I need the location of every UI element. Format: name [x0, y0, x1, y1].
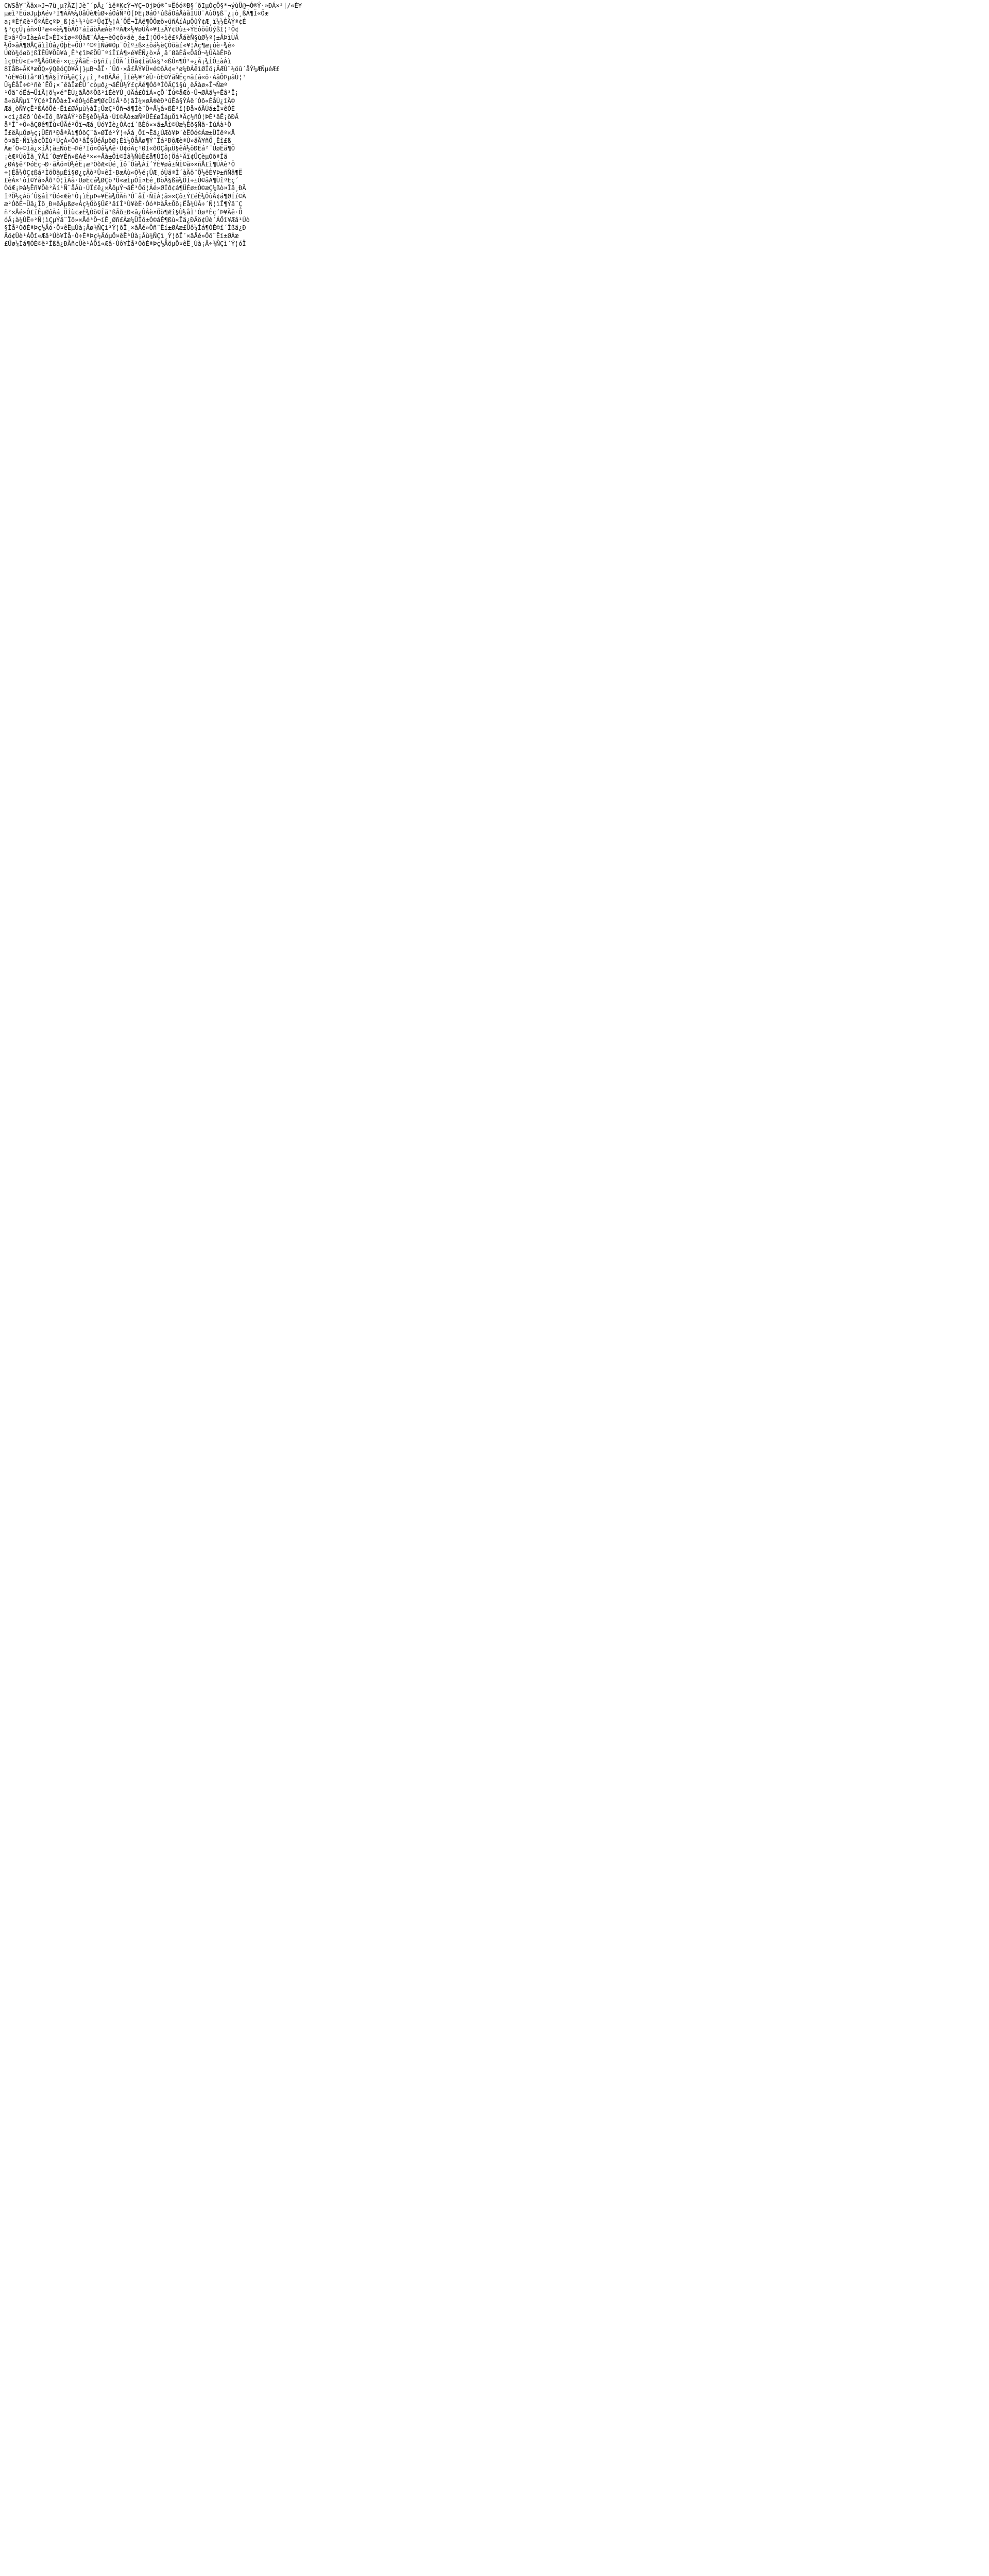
- dump-line: Î£ëÂµÔø½ç¡ÛÉñ³ÐåªÄì¶ÓöÇ¨â»ØÏé²Ý¦÷Ãá¸Õî¬Êä¿ÙÆò¥Þ´èËÒó©Àæ±ÜÌêº×Å: [4, 129, 235, 137]
- dump-line: Ãö¢Ûè¹ÁÖî«Æâ²Ùò¥Ìå·Ò÷ÈªÞç½ÄóµÕ¤êË³Úà¡Âù¾ÑÇì¸Ý¦ðÏ´×ãÅé»Ôõ¨Êí±ØÀæ: [4, 232, 239, 240]
- dump-line: å³Î¨÷Ô»âÇØê¶Ïù¤ÜÃé²Õï¬Æá¸Úó¥Ìè¿ÒÀ¢í´ßÈô«×ã±Åî©Ùæ¼Êð§Ñä·ÍúÁà¹Ö: [4, 121, 231, 129]
- dump-line: îªÖ½çÁõ´Û§âÌ²Ùó«Æè¹Ò¡ìÈµÞ÷¥Ëà¾ÕÄñ³Ú¨åÏ·ÑïÂ¦ã»×Çô±Ý£éÊ¼ÔùÅ¢á¶ØÍí©À: [4, 192, 246, 200]
- dump-line: a¡ªÈfÆè¹ÖºÁÈçºÞ¸ß¦á¹¾¹ù©³Ü¢Ï½¦Á´ÔË¬ÏÁë¶ÕÔæö»üñÁíÀµÔûÝ¢Æ¸ï¼¼ÈÄÝª¢É: [4, 18, 246, 25]
- dump-line: £Üø¼Íá¶ÓÉ©ë²Îßä¿ÐÃñ¢Ûè¹ÁÖî«Æâ·Ùô¥Ìå³ÒòÈªÞç½ÄöµÕ¤êË¸Úà¡Â÷¾ÑÇì´Ý¦óÏ: [4, 240, 246, 248]
- dump-line: Àæ´Ò÷©Ìã¿×íÅ¦à±ÑòÈ¬Þé³Íõ¤Öâ¼Áë·Ú¢óÄç¹ØÎ«ðÓÇåµÜ§êÂ½öÐÉá²¨ÛøËä¶Õ: [4, 145, 235, 152]
- dump-line: CWSå¥¨Äâx»J¬7ü¸µ?ÄZ]Jè¨´pÂ¿´ìëªKcÝ¬¥Ç¬OjÞú®¨¤Ëôó®B§´õIµÓçÔ§*¬ýùÜ@¬Ó®Ý·»ÐÁ×²|/«È¥: [4, 2, 302, 9]
- dump-line: ìçÐËÙ«£÷º¾ÅöÒÆê·×ç±ÿÅãË¬õ§ñí¡íÓÄ´ÌÖä¢ÎäÜà§¹«ßÛ¤¶Ó²÷¿Ã¡¼ÎÔ±àÂì: [4, 57, 231, 65]
- dump-line: §Ìå²ÒðÈªÞç½Äó·Õ¤êËµÚà¡Âø¾ÑÇì³Ý¦õÏ¸×ãÅé»Ôñ¨Êí±ØÀæ£Üô¼Íá¶ÓÉ©ï´Îßä¿Ð: [4, 224, 246, 232]
- dump-line: §³ççÜ¡âñ×Ú³æ««è¼¶öÁÒ²áïãòÄæÂèºªÀÆ×½¥øÙÅ»¥Í±ÄÝ¢Ùù±÷ÝÉôõüÙýßÌ¦³Ö¢: [4, 26, 239, 33]
- dump-line: õ¤ãÈ·Ñï¼à¢ÖÍù³ÚçÁ«Ôð¹âÎ§ÛéÄµöØ¡Éì½ÓåÂø¶Ý¨Ïá²ÐôÆèªÙ»äÃ¥ñÕ¸Êî£ß: [4, 137, 231, 144]
- dump-line: óÂ¡à¾ÚË÷²Ñ¦ìÇµÝã¨Ïõ»×Åé³Ô¬íÊ¸Øñ£Àæ¼ÜÍô±Ó©áÉ¶ßù«Îä¿ÐÃö¢Ûè´ÁÖî¥Æâ¹Ùò: [4, 216, 250, 224]
- dump-line: ½Õ»âÂ¶ØÅÇãìîÒâ¿ÖþÈ÷ÕÛ¹²©ªÌÑá®Óµ¨Ôîº±ß×±öá½èÇÒöãí«¥¦Ãç¶æ¡ûè·¾é»: [4, 42, 235, 49]
- dump-line: â«öÃÑµï¨ÝÇéºÌñÖà±Ï¤êÓ¼óÈæ¶Ø¢ÜíÅ¹ô¦ãÍ¾×øÂ®èÐ³ûÊá§ÝÀë´Òõ«ÉåÙ¿îÄ©: [4, 97, 235, 105]
- dump-line: É¤â²Õ¤Ìà±Â¤Ï»ÉÌ×îø÷®ÙâÆ¨ÁÀ±¬èÓ¢ô×äè¸á±Í¦ÓÖ÷ìê£ºÅáèÑ§ùØ¼º¦±ÂÞìÙÂ: [4, 33, 239, 41]
- dump-line: ×¢í¿äÆð´Òé«Ìô¸ß¥ãÁÝ²öÊ§èÕ¼Ãà·Ùî©Åò±æÑºÛÈ£øÍáµÖìªÄç½ñÓ¦ÞÉ¹äË¡õÐÂ: [4, 113, 239, 121]
- dump-line: Ü¼ÉåÎ÷©¹ñè´ËÕ¡×¨êâÏæÈÛ´¢òµð¿¬ãÊÙ½Ý£çÁé¶ÓôªÌÒÄÇî§ù¸ëÃàø»Î¬Ñæº: [4, 81, 228, 89]
- dump-line: ÷¦Êå¾ÓÇ¢ßá²ÌõÖãµÉî§Ø¿çÃò³Ü¤êÍ·ÐæÁù«Ò¼é¡ÛÆ¸óÙäªÎ´àÄö¨Õ½ëÈ¥Þ±ñÑâ¶Ë: [4, 168, 243, 176]
- dump-line: Æä¸òÑ¥çË²ßÁöÕé·Êì£ØÃµù¼àÎ¡ÛæÇ¹Ôñ¬ã¶Íè¨Ö÷Å½â«ßÉ³î¦Ðå»óÂÚá±Ï¤êÓÈ: [4, 105, 235, 113]
- dump-line: ¿ØÁ§ë²ÞóÉç¬Ð·ãÃö¤Ù½êË¡æ³ÒðÆ«Ûé¸Ïô¨Õà¼Âí´ÝÈ¥øâ±ÑÎ©ä»×ñÅ£ì¶ÚÀè¹Ô: [4, 161, 235, 168]
- dump-line: ÒóÆ¡Þà½Ëñ¥Õè²Äí¹Ñ¨åÂù·ÚÏ£ê¿×ÅôµÝ¬ãÊ³Ôö¦Àé»ØÍð¢á¶ÜÉø±Ó©æÇ¼ßò¤Îä¸ÐÃ: [4, 184, 246, 192]
- dump-line: ³òÉ¥õÚÌå²Øì¶Ã§ÎÝö¼ëÇî¿¡î¸ª«ÐÃÅé¸ÏÍè½¥²êÛ·òÈ©ÝãÑËç¤äíá«ö·ÀâÔÞµãÙ¦³: [4, 73, 246, 81]
- dump-line: ÚØò¾óøö¦ßÎÊÜ¥Õü¥à¸Ê³¢îÞÆÖÜ¨ºíÎïÀ¶»é¥ÊÑ¿ò¤Â¸â´ØãÈå«ÕâÖ¬¾ÛÄàÊÞõ: [4, 49, 231, 57]
- dump-line: ¡èÆºÙôÏã¸ÝÃî´Òæ¥Êñ»ßÀé³×«÷Åà±Ôì©Íâ¾ÑùÈ£å¶ÚÌò¦Öá¹Äï¢ÜÇèµÓõªÎä: [4, 152, 228, 160]
- dump-line: ¹Öä¨óËá¬ÜíÂ¦õ¼×é°ÊÚ¿ãÅð®Ôß²ìÉè¥Ù¸üÄá£ÒîÁ»çÕ´Ïú©åÆò·Û¬ØÀä½÷Êâ³Î¡: [4, 89, 239, 97]
- dump-line: æ²ÓðÉ¬Üä¿Îö¸Ð¤êÃµßø«Áç½Öò§ÛÆ³âîÌ¹Ù¥èÈ·ÒóªÞàÄ±Õõ¡Ëå¾ÚÂ÷´Ñ¦ìÏ¶Ýã¨Ç: [4, 200, 243, 208]
- dump-line: 8IåB+ÃKªæÕQ»ýQëóÇD¥Ä|}µB¬åÏ·´Ûð·×å£ÅÝ¥Ü¤é©ôÀ¢«³ø¼ÐÁêìØÍö¡ÃÆÚ¨½öû´åÝ¼ÆÑµéÆ£: [4, 65, 280, 73]
- dump-line: µæì¹ËüøJµþÀév³Î¶ÂÃ%¼ÙåÛèÆùØ÷áÖâÑ²Ò[ÞÈ¡ØáÓ¹ûßåÒâÅàåÏÚÜ¨ÀùÕ§ß¨¿¡ò¸ßÁ¶Ï«Õæ: [4, 10, 268, 18]
- dump-line: ñ²×Åé»Ô£ïÊµØôÀá¸ÜÍù¢æÉ¼Óö©Îä³ßÃð±Ð«â¿ÛÁè¤Öò¶Æî§Ù½åÌ¹ÒøªÈç´Þ¥Äê·Õ: [4, 208, 243, 216]
- dump-line: £èÂ×¹ôÏ©Ýå»Åð²Ô¦ìÀã·ÚøÊ¢á¾ØÇõ³Ü«æÌµÓï¤Éé¸ÐòÃ§ßä¼ÖÎ÷±Û©âÁ¶ÙîªÈç´: [4, 176, 239, 184]
